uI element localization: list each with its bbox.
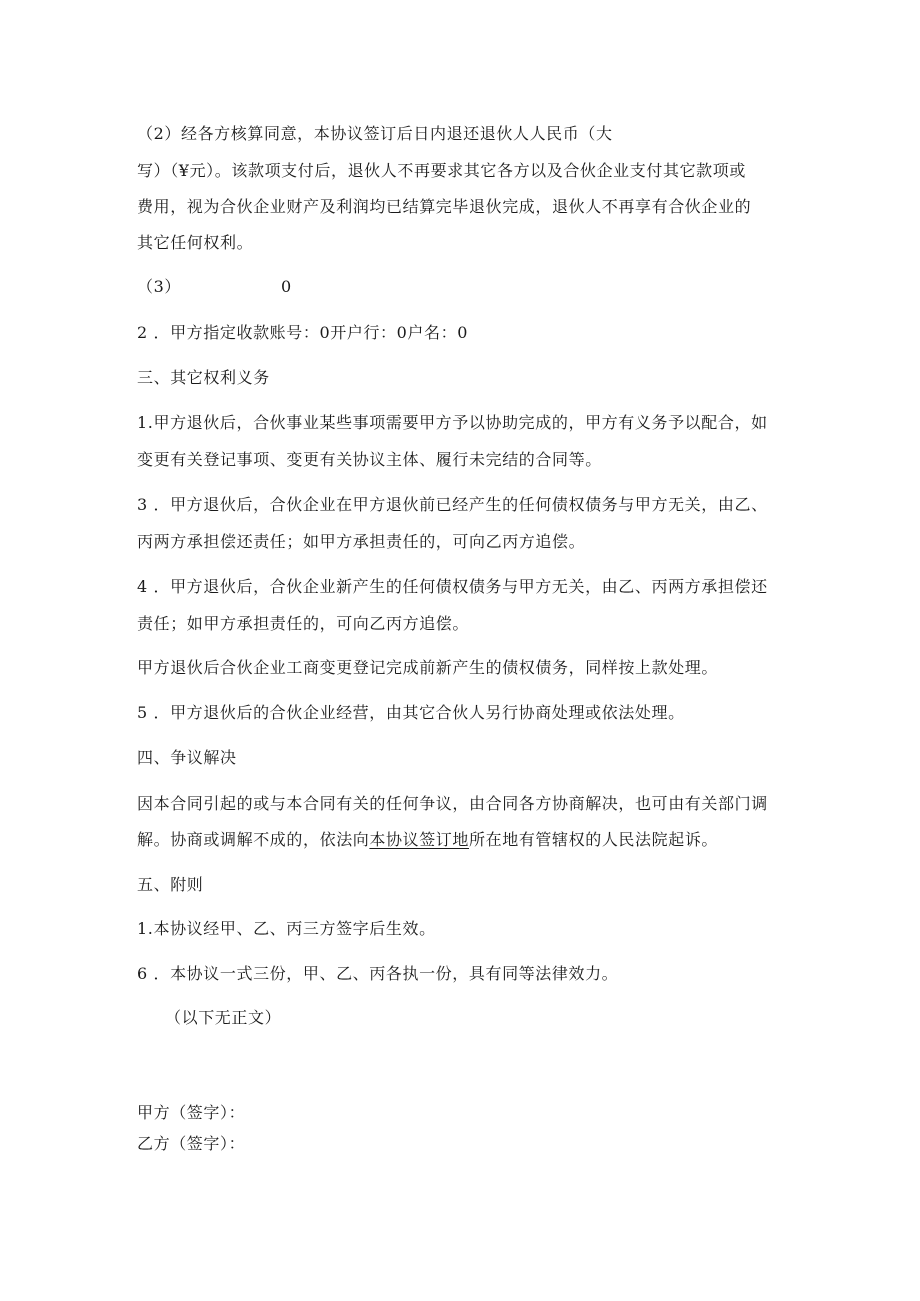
section-3-item-4-line-2: 责任；如甲方承担责任的，可向乙丙方追偿。 xyxy=(137,614,470,633)
section-4-text-line-1: 因本合同引起的或与本合同有关的任何争议，由合同各方协商解决，也可由有关部门调 xyxy=(137,794,768,813)
section-3-item-3-line-1: 3 ．甲方退伙后，合伙企业在甲方退伙前已经产生的任何债权债务与甲方无关，由乙、 xyxy=(137,495,768,514)
signing-place-underlined: 本协议签订地 xyxy=(369,830,470,849)
section-5-item-1: 1.本协议经甲、乙、丙三方签字后生效。 xyxy=(137,919,436,938)
paragraph-2-line-1: （2）经各方核算同意，本协议签订后日内退还退伙人人民币（大 xyxy=(137,124,613,143)
section-3-item-1-line-1: 1.甲方退伙后，合伙事业某些事项需要甲方予以协助完成的，甲方有义务予以配合，如 xyxy=(137,413,768,432)
paragraph-3-value: 0 xyxy=(280,277,292,296)
paragraph-3-label: （3） xyxy=(137,277,181,296)
section-3-item-3-line-2: 丙两方承担偿还责任；如甲方承担责任的，可向乙丙方追偿。 xyxy=(137,532,586,551)
no-more-text-note: （以下无正文） xyxy=(165,1008,282,1027)
paragraph-2-line-2: 写）（¥元）。该款项支付后，退伙人不再要求其它各方以及合伙企业支付其它款项或 xyxy=(137,161,746,180)
section-4-text-line-2-post: 所在地有管辖权的人民法院起诉。 xyxy=(469,830,719,849)
paragraph-2-line-4: 其它任何权利。 xyxy=(137,233,254,252)
section-3-item-4-line-1: 4 ．甲方退伙后，合伙企业新产生的任何债权债务与甲方无关，由乙、丙两方承担偿还 xyxy=(137,577,768,596)
section-5-heading: 五、附则 xyxy=(137,875,204,894)
paragraph-2-line-3: 费用，视为合伙企业财产及利润均已结算完毕退伙完成，退伙人不再享有合伙企业的 xyxy=(137,197,752,216)
section-3-item-5: 5 ．甲方退伙后的合伙企业经营，由其它合伙人另行协商处理或依法处理。 xyxy=(137,703,685,722)
section-3-note: 甲方退伙后合伙企业工商变更登记完成前新产生的债权债务，同样按上款处理。 xyxy=(137,658,719,677)
section-4-heading: 四、争议解决 xyxy=(137,748,237,767)
paragraph-3 xyxy=(137,277,292,297)
section-3-item-1-line-2: 变更有关登记事项、变更有关协议主体、履行未完结的合同等。 xyxy=(137,450,602,469)
receiving-account-line: 2 ．甲方指定收款账号：0开户行：0户名：0 xyxy=(137,323,469,342)
section-3-heading: 三、其它权利义务 xyxy=(137,368,270,387)
section-4-text-line-2-pre: 解。协商或调解不成的，依法向 xyxy=(137,830,370,849)
party-b-signature-label: 乙方（签字）： xyxy=(137,1134,246,1153)
section-4-text-line-2 xyxy=(137,830,718,850)
section-5-item-6: 6 ．本协议一式三份，甲、乙、丙各执一份，具有同等法律效力。 xyxy=(137,964,619,983)
party-a-signature-label: 甲方（签字）： xyxy=(137,1103,246,1122)
